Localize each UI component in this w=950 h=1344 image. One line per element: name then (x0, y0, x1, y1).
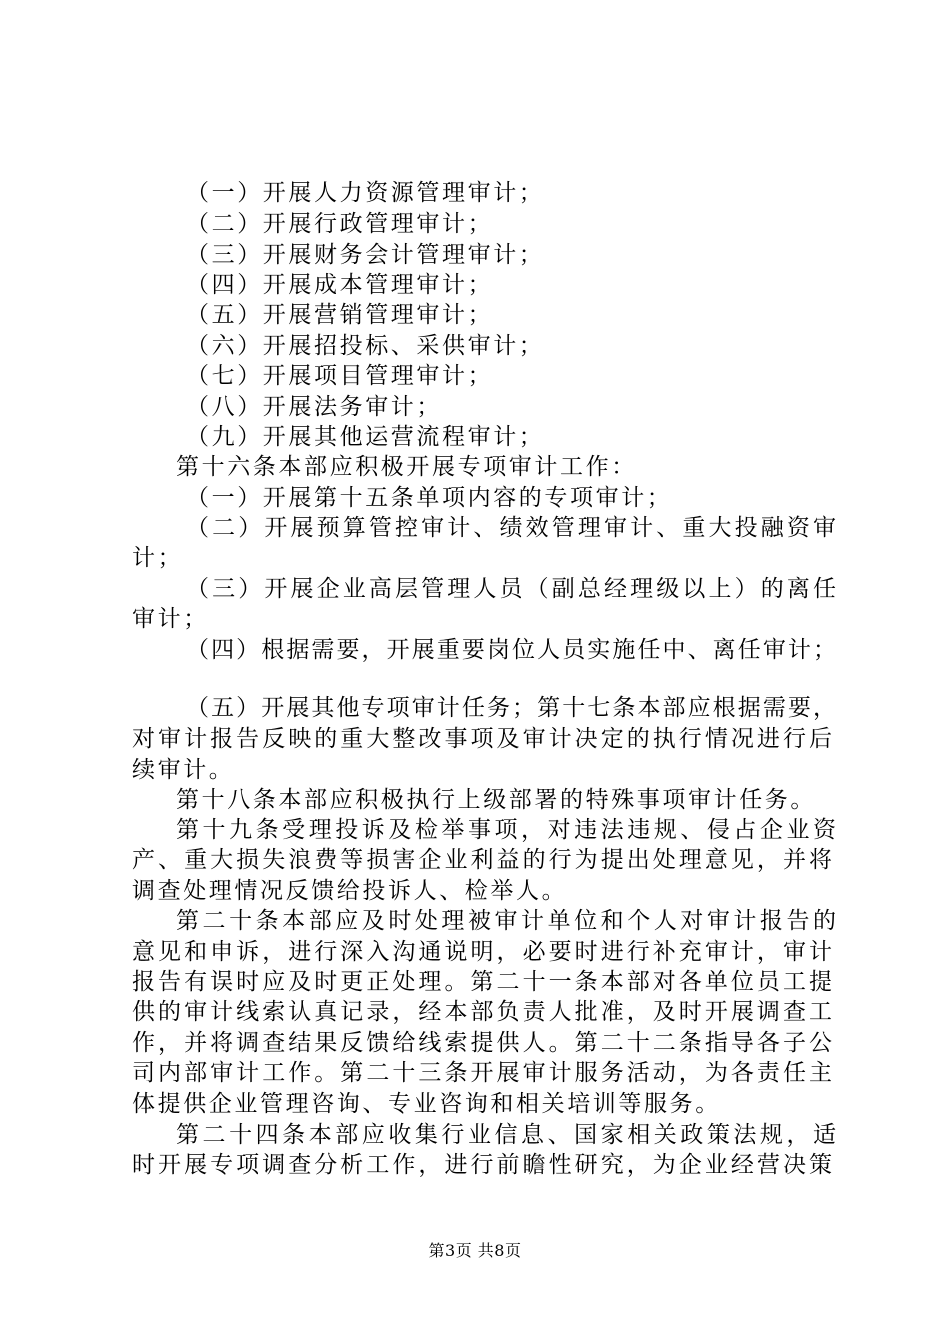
article-18: 第十八条本部应积极执行上级部署的特殊事项审计任务。 (176, 787, 816, 813)
list-item-5: （五）开展营销管理审计； (186, 302, 494, 328)
article-20: 第二十条本部应及时处理被审计单位和个人对审计报告的 (176, 908, 836, 934)
list-item-7: （七）开展项目管理审计； (186, 363, 494, 389)
list-item-1: （一）开展人力资源管理审计； (186, 180, 545, 206)
paragraph-line: 供的审计线索认真记录，经本部负责人批准，及时开展调查工 (132, 999, 832, 1025)
paragraph-line: 体提供企业管理咨询、专业咨询和相关培训等服务。 (132, 1091, 721, 1117)
paragraph-line: 续审计。 (132, 757, 235, 783)
special-audit-item-5: （五）开展其他专项审计任务；第十七条本部应根据需要， (186, 695, 836, 721)
list-item-8: （八）开展法务审计； (186, 394, 442, 420)
special-audit-item-3: （三）开展企业高层管理人员（副总经理级以上）的离任 (186, 576, 836, 602)
article-24: 第二十四条本部应收集行业信息、国家相关政策法规，适 (176, 1122, 836, 1148)
article-19: 第十九条受理投诉及检举事项，对违法违规、侵占企业资 (176, 817, 836, 843)
special-audit-item-3-cont: 审计； (132, 606, 209, 632)
special-audit-item-2-cont: 计； (132, 545, 184, 571)
page-number-footer: 第3页 共8页 (428, 1241, 522, 1260)
list-item-6: （六）开展招投标、采供审计； (186, 333, 545, 359)
special-audit-item-1: （一）开展第十五条单项内容的专项审计； (186, 485, 673, 511)
paragraph-line: 司内部审计工作。第二十三条开展审计服务活动，为各责任主 (132, 1060, 832, 1086)
list-item-9: （九）开展其他运营流程审计； (186, 424, 545, 450)
list-item-4: （四）开展成本管理审计； (186, 272, 494, 298)
special-audit-item-2: （二）开展预算管控审计、绩效管理审计、重大投融资审 (186, 515, 836, 541)
paragraph-line: 报告有误时应及时更正处理。第二十一条本部对各单位员工提 (132, 969, 832, 995)
paragraph-line: 对审计报告反映的重大整改事项及审计决定的执行情况进行后 (132, 726, 832, 752)
article-16-heading: 第十六条本部应积极开展专项审计工作： (176, 454, 637, 480)
list-item-2: （二）开展行政管理审计； (186, 211, 494, 237)
paragraph-line: 时开展专项调查分析工作，进行前瞻性研究，为企业经营决策 (132, 1152, 832, 1178)
paragraph-line: 作，并将调查结果反馈给线索提供人。第二十二条指导各子公 (132, 1030, 832, 1056)
paragraph-line: 调查处理情况反馈给投诉人、检举人。 (132, 878, 568, 904)
paragraph-line: 意见和申诉，进行深入沟通说明，必要时进行补充审计，审计 (132, 939, 832, 965)
special-audit-item-4: （四）根据需要，开展重要岗位人员实施任中、离任审计； (186, 637, 836, 663)
list-item-3: （三）开展财务会计管理审计； (186, 242, 545, 268)
paragraph-line: 产、重大损失浪费等损害企业利益的行为提出处理意见，并将 (132, 847, 832, 873)
